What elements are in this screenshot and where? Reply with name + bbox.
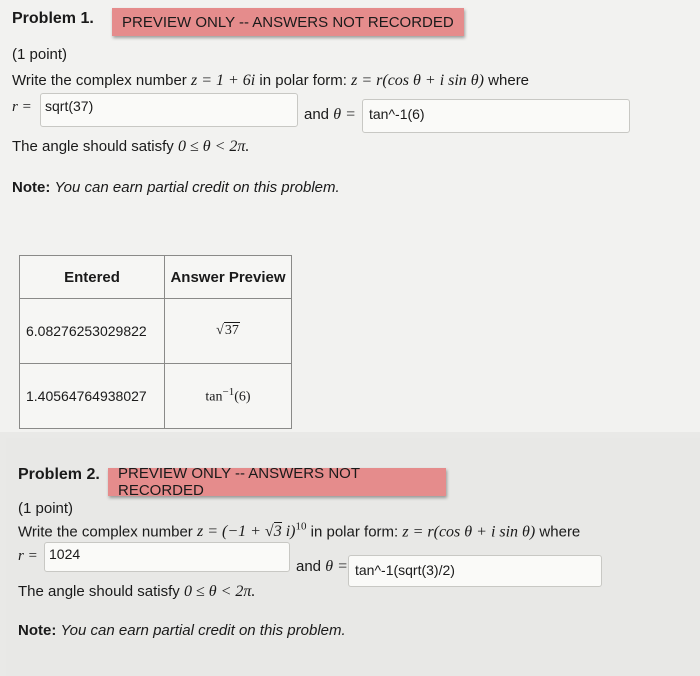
and2-label: and: [296, 558, 322, 575]
table-row: [20, 299, 292, 364]
prompt2-mid: in polar form:: [310, 523, 399, 541]
theta2-answer-value: tan^-1(sqrt(3)/2): [355, 562, 455, 578]
note-text: You can earn partial credit on this problem.: [54, 179, 340, 196]
prompt2-eq-b: i): [285, 523, 296, 541]
theta-label: θ =: [333, 106, 356, 123]
prompt2-equation: z = (−1 + √3 i)$^{10}$: [196, 521, 307, 541]
prompt2-sqrt: 3: [273, 523, 282, 541]
table-row: [20, 364, 292, 429]
problem-2-prompt: [18, 521, 580, 541]
theta2-answer-input[interactable]: [348, 555, 602, 587]
prompt-equation: z = 1 + 6i: [190, 72, 256, 89]
prompt2-prefix: Write the complex number: [18, 523, 193, 541]
theta2-label: θ =: [325, 558, 348, 575]
r-answer-value: sqrt(37): [45, 98, 94, 114]
entered-value-r: 6.08276253029822: [20, 299, 165, 364]
angle2-prefix: The angle should satisfy: [18, 583, 180, 600]
angle-prefix: The angle should satisfy: [12, 138, 174, 155]
results-table: [19, 255, 292, 429]
partial-credit-note: [12, 179, 340, 196]
and-theta-label: [304, 106, 356, 124]
problem-2-preview-banner: [108, 465, 446, 499]
and-label: and: [304, 106, 330, 123]
prompt2-exp: 10: [295, 521, 307, 533]
note2-text: You can earn partial credit on this problem.: [60, 622, 346, 639]
r-answer-input[interactable]: [40, 93, 298, 127]
problem-1-prompt: [12, 72, 529, 90]
problem-1-banner-text: PREVIEW ONLY -- ANSWERS NOT RECORDED: [122, 13, 454, 31]
preview-r-radicand: 37: [224, 323, 239, 338]
angle-constraint: [12, 138, 249, 156]
sqrt-symbol: √: [216, 323, 224, 338]
angle2-constraint: [18, 583, 255, 601]
header-entered: Entered: [20, 256, 165, 299]
note-label: Note:: [12, 179, 51, 196]
and-theta2-label: [296, 558, 348, 576]
r2-answer-input[interactable]: [44, 542, 290, 572]
partial-credit-note-2: [18, 622, 346, 639]
preview-r: [165, 299, 292, 364]
problem-1-title: Problem 1.: [12, 10, 94, 27]
prompt-polar-form: z = r(cos θ + i sin θ): [351, 72, 484, 89]
theta-answer-input[interactable]: [362, 99, 630, 133]
preview-theta: [165, 364, 292, 429]
preview-theta-arg: (6): [234, 389, 251, 405]
prompt-suffix: where: [488, 72, 530, 89]
problem-1-points: (1 point): [12, 46, 68, 63]
problem-1-preview-banner: [112, 8, 464, 36]
prompt2-suffix: where: [539, 523, 581, 541]
theta-answer-value: tan^-1(6): [369, 106, 425, 122]
angle-math: 0 ≤ θ < 2π.: [177, 138, 250, 155]
prompt2-polar-form: z = r(cos θ + i sin θ): [402, 523, 536, 541]
problem-2-points: (1 point): [18, 500, 74, 517]
problem-2-banner-text: PREVIEW ONLY -- ANSWERS NOT RECORDED: [118, 465, 360, 499]
prompt-mid: in polar form:: [259, 72, 347, 89]
preview-theta-sup: −1: [222, 386, 235, 399]
entered-value-theta: 1.40564764938027: [20, 364, 165, 429]
header-answer-preview: Answer Preview: [165, 256, 292, 299]
r-label: r =: [12, 99, 32, 115]
preview-theta-base: tan: [205, 389, 223, 405]
prompt2-eq-a: z = (−1 +: [196, 523, 261, 541]
note2-label: Note:: [18, 622, 57, 639]
results-header-row: [20, 256, 292, 299]
angle2-math: 0 ≤ θ < 2π.: [183, 583, 256, 600]
prompt-prefix: Write the complex number: [12, 72, 187, 89]
r2-answer-value: 1024: [49, 546, 81, 562]
r2-label: r =: [18, 548, 38, 564]
problem-2-title: Problem 2.: [18, 466, 100, 483]
